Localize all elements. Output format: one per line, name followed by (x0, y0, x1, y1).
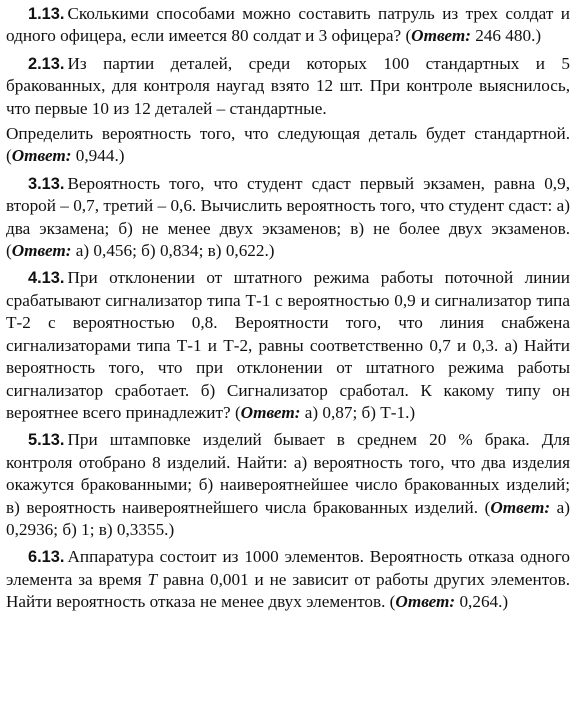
answer-value: а) 0,2936; б) 1; в) 0,3355.) (6, 497, 570, 539)
problem-number: 1.13. (28, 5, 65, 23)
answer-label: Ответ: (11, 146, 72, 166)
problem-text: Вероятность того, что студент сдаст первый экзамен, равна 0,9, второй – 0,7, третий – 0,6. Вычислить вероятность того, что студент сдаст: а) два экзамена; б) не менее двух экзаменов; в) не более двух экзаменов. ( (6, 173, 570, 261)
time-symbol: T (147, 569, 158, 589)
problem-text: При штамповке изделий бывает в среднем 20 % брака. Для контроля отобрано 8 изделий. Найти: а) вероятность того, что два изделия окажутся бракованными; б) наивероятнейшее число бракованных изделий; в) вероятность наивероятнейшего числа бракованных изделий. ( (6, 430, 570, 517)
problem-3-13 (6, 173, 570, 263)
answer-label: Ответ: (395, 592, 456, 612)
problem-text: Из партии деталей, среди которых 100 стандартных и 5 бракованных, для контроля наугад взято 12 шт. При контроле выяснилось, что первые 10 из 12 деталей – стандартные. (6, 53, 570, 118)
problem-4-13 (6, 267, 570, 424)
problem-2-13 (6, 53, 570, 120)
answer-label: Ответ: (411, 26, 471, 46)
problem-page (6, 3, 570, 619)
problem-1-13 (6, 3, 570, 48)
answer-value: 0,264.) (455, 592, 509, 612)
answer-label: Ответ: (490, 497, 551, 517)
answer-value: а) 0,87; б) Т-1.) (300, 402, 416, 422)
problem-text: Сколькими способами можно составить патруль из трех солдат и одного офицера, если имеется 80 солдат и 3 офицера? ( (6, 4, 570, 46)
answer-value: 0,944.) (71, 146, 125, 166)
answer-value: а) 0,456; б) 0,834; в) 0,622.) (71, 241, 275, 261)
answer-value: 246 480.) (470, 26, 542, 46)
problem-text: Аппаратура состоит из 1000 элементов. Вероятность отказа одного элемента за время (6, 547, 570, 589)
problem-number: 5.13. (28, 431, 65, 450)
problem-number: 3.13. (28, 174, 65, 193)
problem-2-13-continued (6, 123, 570, 168)
problem-number: 2.13. (28, 54, 65, 73)
answer-label: Ответ: (240, 402, 301, 422)
problem-text: равна 0,001 и не зависит от работы других элементов. Найти вероятность отказа не менее двух элементов. ( (6, 569, 570, 612)
answer-label: Ответ: (11, 241, 72, 261)
problem-5-13 (6, 429, 570, 541)
problem-text: Определить вероятность того, что следующая деталь будет стандартной. ( (6, 124, 570, 166)
problem-6-13 (6, 546, 570, 613)
problem-text: При отклонении от штатного режима работы поточной линии срабатывают сигнализатор типа Т-1 с вероятностью 0,9 и сигнализатор типа Т-2 с вероятностью 0,8. Вероятности того, что линия снабжена сигнализаторами типа Т-1 и Т-2, равны соответственно 0,7 и 0,3. а) Найти вероятность того, что при отклонении от штатного режима работы сигнализатор сработает. б) Сигнализатор сработал. К какому типу он вероятнее всего принадлежит? ( (6, 268, 570, 422)
problem-number: 4.13. (28, 269, 65, 288)
problem-number: 6.13. (28, 548, 65, 567)
